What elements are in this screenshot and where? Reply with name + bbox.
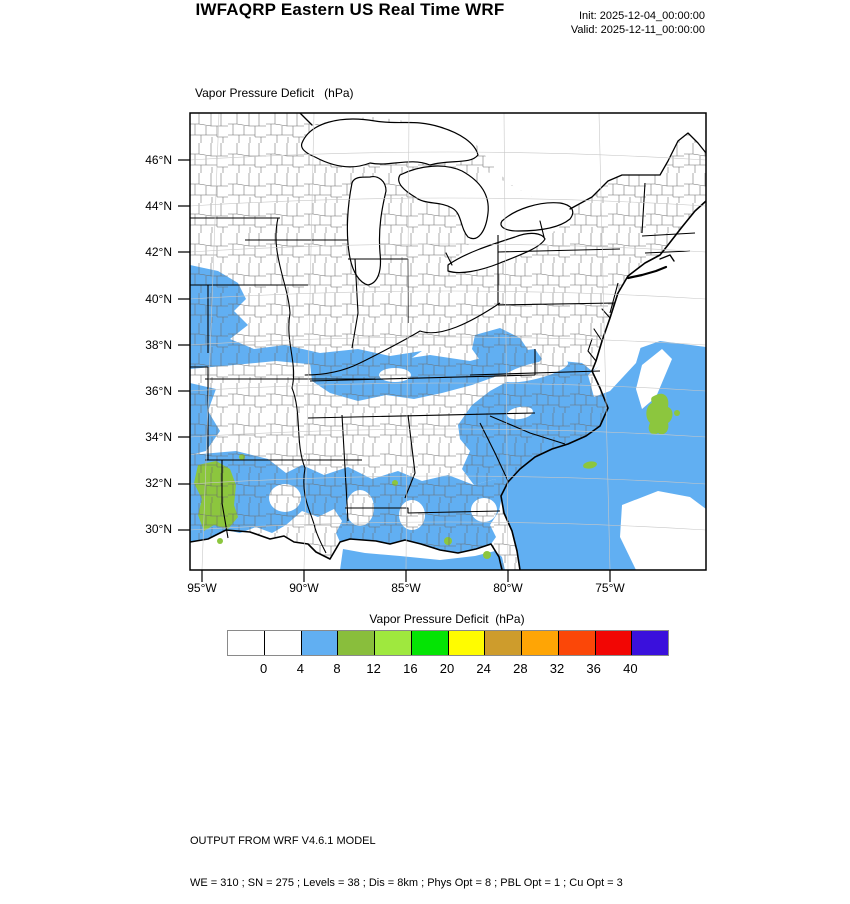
colorbar-tick-label: 32	[549, 661, 565, 676]
lat-tick-label: 30°N	[145, 522, 172, 536]
colorbar-tick-label: 0	[260, 661, 268, 676]
map-svg	[175, 108, 720, 588]
footer-model-line: OUTPUT FROM WRF V4.6.1 MODEL	[190, 835, 376, 847]
colorbar-swatch	[558, 631, 595, 655]
lat-tick-label: 46°N	[145, 153, 172, 167]
lat-tick-label: 36°N	[145, 384, 172, 398]
lat-tick-label: 32°N	[145, 476, 172, 490]
run-times-block	[571, 9, 705, 37]
lat-tick-label: 38°N	[145, 338, 172, 352]
lat-tick-label: 42°N	[145, 245, 172, 259]
map-frame-group	[178, 113, 706, 582]
colorbar-swatch	[337, 631, 374, 655]
colorbar-swatch	[448, 631, 485, 655]
lon-tick-label: 90°W	[289, 581, 319, 595]
valid-time-label: Valid: 2025-12-11_00:00:00	[570, 24, 705, 36]
lake-michigan	[347, 177, 386, 285]
colorbar-tick-label: 28	[513, 661, 528, 676]
field-label: Vapor Pressure Deficit (hPa)	[195, 86, 354, 100]
colorbar-tick-label: 20	[439, 661, 455, 676]
colorbar-swatch	[631, 631, 668, 655]
colorbar-swatch	[228, 631, 264, 655]
lat-tick-label: 34°N	[145, 430, 172, 444]
colorbar-swatch	[301, 631, 338, 655]
colorbar-title: Vapor Pressure Deficit (hPa)	[369, 612, 525, 626]
colorbar-swatch	[374, 631, 411, 655]
colorbar-swatch	[521, 631, 558, 655]
colorbar-swatch	[264, 631, 301, 655]
page-title: IWFAQRP Eastern US Real Time WRF	[195, 0, 505, 19]
colorbar-tick-label: 36	[586, 661, 601, 676]
lon-tick-label: 95°W	[187, 581, 217, 595]
colorbar	[227, 630, 669, 656]
colorbar-swatch	[595, 631, 632, 655]
lat-tick-label: 44°N	[145, 199, 172, 213]
colorbar-tick-label: 4	[296, 661, 304, 676]
lon-tick-label: 80°W	[493, 581, 523, 595]
colorbar-tick-label: 8	[333, 661, 341, 676]
lat-tick-label: 40°N	[145, 292, 172, 306]
lon-tick-label: 75°W	[595, 581, 625, 595]
init-time-label: Init: 2025-12-04_00:00:00	[579, 10, 705, 22]
colorbar-tick-label: 24	[476, 661, 491, 676]
footer-config-line: WE = 310 ; SN = 275 ; Levels = 38 ; Dis = 8km ; Phys Opt = 8 ; PBL Opt = 1 ; Cu Opt = 3	[190, 877, 623, 889]
lon-tick-label: 85°W	[391, 581, 421, 595]
colorbar-tick-label: 12	[366, 661, 381, 676]
footer-block	[190, 806, 623, 904]
colorbar-swatch	[411, 631, 448, 655]
colorbar-swatch	[484, 631, 521, 655]
colorbar-tick-label: 16	[403, 661, 418, 676]
colorbar-tick-label: 40	[623, 661, 638, 676]
